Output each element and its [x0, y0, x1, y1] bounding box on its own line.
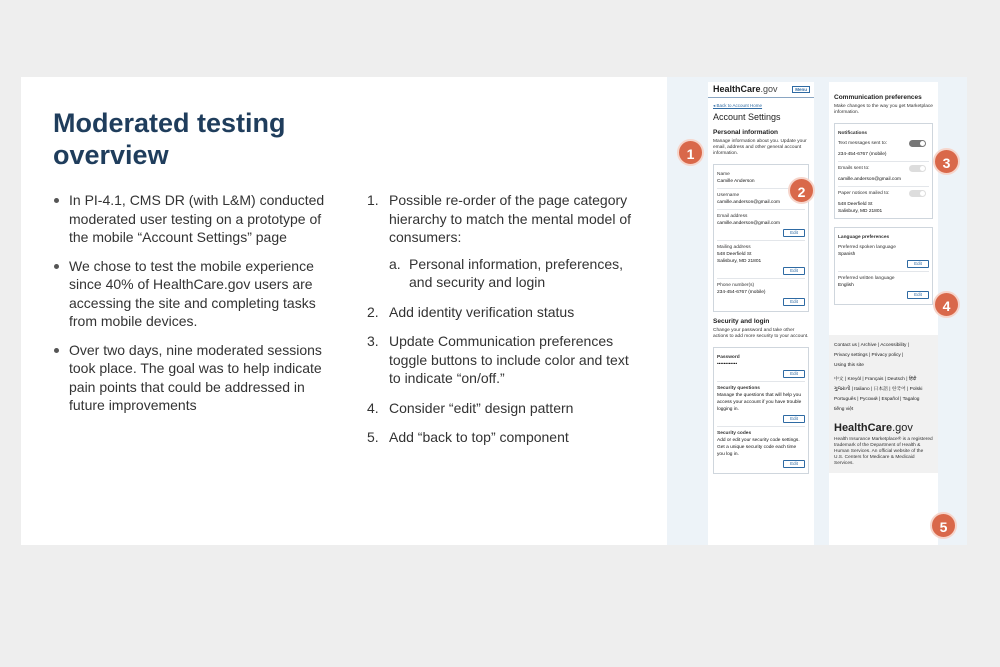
spoken-value: Spanish: [838, 252, 856, 257]
security-codes-desc: Add or edit your security code settings. Get a unique security code each time you log in.: [717, 438, 800, 457]
finding-item: [367, 332, 637, 388]
footer-logo: [834, 421, 933, 435]
mailing-label: Mailing address: [717, 245, 751, 250]
finding-number: 1.: [367, 192, 379, 208]
divider: [717, 278, 805, 279]
written-label: Preferred written language: [838, 276, 895, 281]
logo-main: HealthCare: [713, 84, 761, 94]
email-value: camille.anderson@gmail.com: [717, 221, 780, 226]
bullet-item: Over two days, nine moderated sessions took place. The goal was to help indicate pain points that could be addressed in future improvements: [51, 341, 341, 415]
password-value: ••••••••••••: [717, 362, 738, 367]
edit-email-button[interactable]: Edit: [783, 229, 805, 237]
name-label: Name: [717, 172, 730, 177]
divider: [838, 161, 929, 162]
finding-subnumber: a.: [389, 255, 401, 272]
mockup-account-settings: [708, 82, 814, 545]
notifications-heading: Notifications: [838, 131, 868, 136]
finding-item: [367, 399, 637, 418]
finding-item: [367, 303, 637, 322]
divider: [717, 240, 805, 241]
finding-text: Add “back to top” component: [389, 429, 569, 445]
divider: [838, 271, 929, 272]
username-value: camille.anderson@gmail.com: [717, 200, 780, 205]
text-messages-value: 234-454-6767 (mobile): [838, 152, 887, 157]
phone-label: Phone number(s): [717, 283, 755, 288]
annotation-badge-3: 3: [933, 148, 960, 175]
healthcare-logo: [708, 82, 814, 95]
paper-line1: 548 Deerfield St: [838, 202, 873, 207]
footer-links-1[interactable]: Contact us | Archive | Accessibility |: [834, 343, 909, 348]
security-questions-label: Security questions: [717, 386, 760, 391]
finding-item: [367, 428, 637, 447]
username-label: Username: [717, 193, 740, 198]
finding-text: Consider “edit” design pattern: [389, 399, 574, 416]
annotation-badge-2: 2: [788, 177, 815, 204]
language-heading: Language preferences: [838, 235, 890, 240]
edit-spoken-button[interactable]: Edit: [907, 260, 929, 268]
phone-value: 234-454-6767 (mobile): [717, 290, 766, 295]
spoken-label: Preferred spoken language: [838, 245, 896, 250]
divider: [717, 381, 805, 382]
finding-item: [367, 191, 637, 292]
emails-value: camille.anderson@gmail.com: [838, 177, 901, 182]
emails-label: Emails sent to:: [838, 166, 870, 171]
divider: [838, 186, 929, 187]
languages-line-3[interactable]: Português | Русский | Español | Tagalog: [834, 397, 920, 402]
footer-logo-main: HealthCare: [834, 422, 893, 434]
mailing-line2: Salisbury, MD 21801: [717, 259, 762, 264]
finding-number: 2.: [367, 303, 379, 320]
overview-bullets: [51, 191, 341, 425]
finding-subtext: Personal information, preferences, and security and login: [409, 255, 623, 290]
comm-desc: Make changes to the way you get Marketplace information.: [834, 104, 933, 115]
email-label: Email address: [717, 214, 748, 219]
annotation-badge-5: 5: [930, 512, 957, 539]
edit-questions-button[interactable]: Edit: [783, 415, 805, 423]
emails-row: [838, 165, 929, 183]
divider: [717, 426, 805, 427]
comm-heading: Communication preferences: [834, 94, 922, 101]
edit-password-button[interactable]: Edit: [783, 370, 805, 378]
written-value: English: [838, 283, 854, 288]
password-label: Password: [717, 355, 740, 360]
edit-written-button[interactable]: Edit: [907, 291, 929, 299]
personal-info-heading: Personal information: [713, 129, 779, 136]
text-messages-label: Text messages sent to:: [838, 141, 888, 146]
text-messages-row: [838, 140, 929, 158]
annotation-badge-4: 4: [933, 291, 960, 318]
slide-title: Moderated testing overview: [53, 108, 286, 170]
logo-gov: .gov: [760, 84, 778, 94]
paper-label: Paper notices mailed to:: [838, 191, 890, 196]
finding-number: 3.: [367, 333, 379, 349]
bullet-item: We chose to test the mobile experience since 40% of HealthCare.gov users are accessing the site and completing tasks from mobile devices.: [51, 257, 341, 331]
footer-links-2[interactable]: Privacy settings | Privacy policy |: [834, 353, 904, 358]
slide: [21, 77, 967, 545]
notifications-card: [834, 123, 933, 219]
languages-line-4[interactable]: tiếng việt: [834, 407, 854, 412]
mailing-line1: 548 Deerfield St: [717, 252, 752, 257]
site-footer: [829, 335, 938, 473]
personal-info-desc: Manage information about you. Update your email, address and other general account information.: [713, 139, 807, 156]
findings-list: [367, 191, 637, 458]
text-messages-toggle[interactable]: [909, 140, 926, 147]
menu-button[interactable]: Menu: [792, 86, 810, 93]
header-divider: [708, 97, 814, 98]
security-desc: Change your password and take other actions to add more security to your account.: [713, 328, 809, 339]
emails-toggle[interactable]: [909, 165, 926, 172]
annotation-badge-1: 1: [677, 139, 704, 166]
bullet-item: In PI-4.1, CMS DR (with L&M) conducted moderated user testing on a prototype of the mobile “Account Settings” page: [51, 191, 341, 247]
finding-text: Update Communication preferences toggle buttons to include color and text to indicate “on/off.”: [389, 333, 629, 386]
finding-text: Possible re-order of the page category hierarchy to match the mental model of consumers:: [389, 192, 632, 245]
security-card: [713, 347, 809, 474]
languages-line-1[interactable]: 中文 | Kreyòl | Français | Deutsch | हिंदी: [834, 377, 917, 382]
edit-codes-button[interactable]: Edit: [783, 460, 805, 468]
footer-links-3[interactable]: Using this site: [834, 363, 864, 368]
edit-mailing-button[interactable]: Edit: [783, 267, 805, 275]
mockup-communication-preferences: [829, 82, 938, 545]
page-title: Account Settings: [713, 112, 781, 122]
divider: [717, 209, 805, 210]
finding-text: Add identity verification status: [389, 303, 575, 320]
security-codes-label: Security codes: [717, 431, 752, 436]
name-value: Camille Anderson: [717, 179, 755, 184]
back-link-label: Back to Account Home: [716, 103, 763, 108]
paper-line2: Salisbury, MD 21801: [838, 209, 883, 214]
paper-row: [838, 190, 929, 215]
language-card: [834, 227, 933, 305]
footer-logo-gov: .gov: [892, 422, 913, 434]
finding-number: 5.: [367, 429, 379, 445]
finding-number: 4.: [367, 399, 379, 416]
footer-legal: Health Insurance Marketplace® is a registered trademark of the Department of Health & Human Services. An official website of the U.S. Centers for Medicare & Medicaid Services.: [834, 437, 933, 466]
security-heading: Security and login: [713, 318, 770, 325]
security-questions-desc: Manage the questions that will help you access your account if you have trouble logging in.: [717, 393, 802, 412]
finding-subitem: [389, 255, 637, 292]
edit-phone-button[interactable]: Edit: [783, 298, 805, 306]
languages-line-2[interactable]: ગુજરાતી | Italiano | 日本語 | 한국어 | Polski: [834, 387, 923, 392]
paper-toggle[interactable]: [909, 190, 926, 197]
back-link[interactable]: ◂ Back to Account Home: [713, 103, 763, 108]
footer-languages: [834, 375, 933, 415]
